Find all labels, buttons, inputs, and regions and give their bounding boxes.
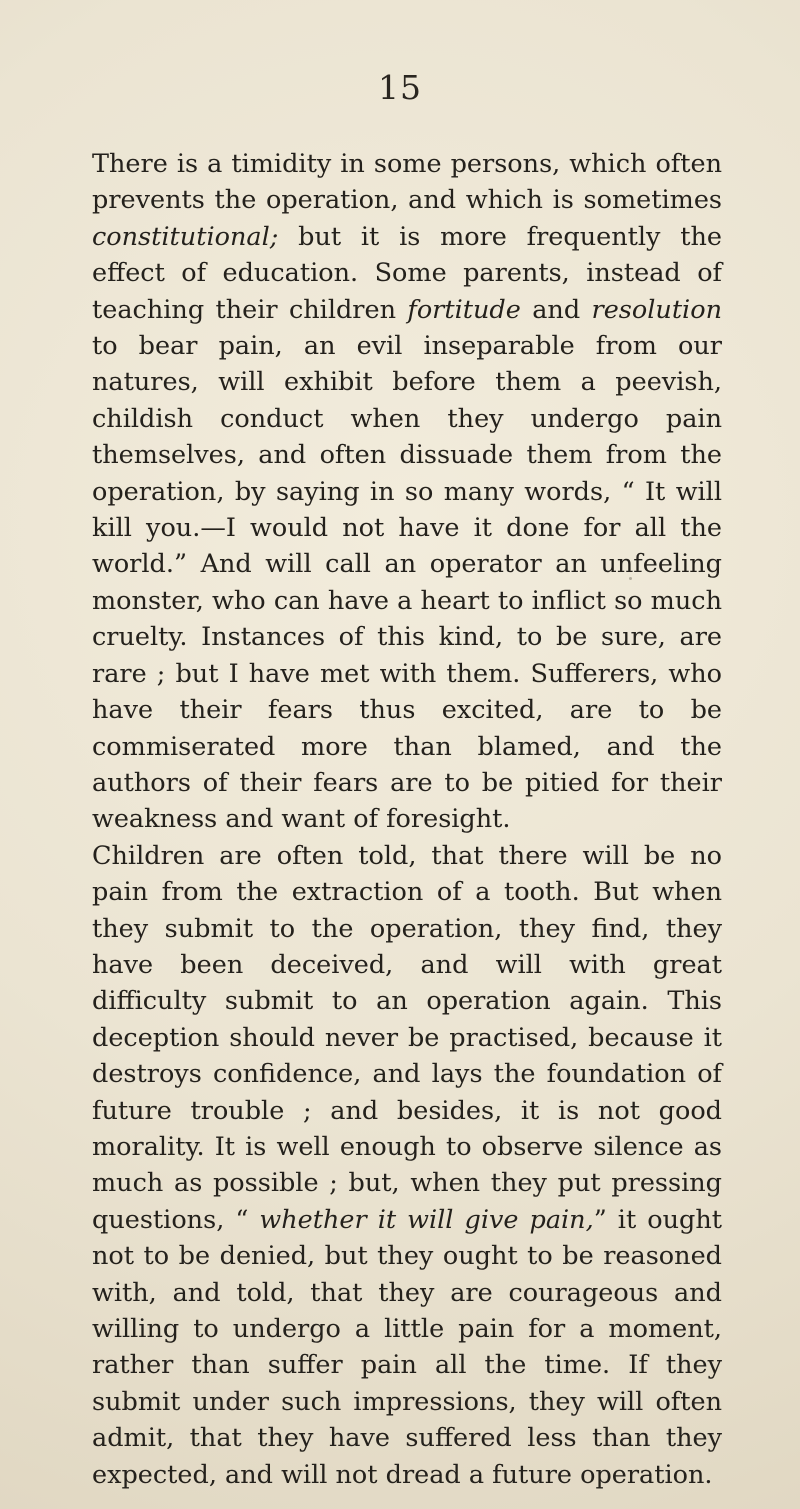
body-text bbox=[92, 146, 722, 1493]
page-number: 15 bbox=[378, 68, 422, 107]
paragraph-1-segment-3: but it is more frequently the effect of education. Some parents, instead of teaching their children bbox=[92, 221, 722, 325]
paragraph-1-italic-1: constitutional; bbox=[92, 221, 279, 252]
paragraph-2-segment-3: ” it ought not to be denied, but they ought to be reasoned with, and told, that they are courageous and willing to undergo a little pain for a moment, rather than suffer pain all the time. If they submit under such impressions, they will often admit, that they have suffered less than they expected, and will not dread a future operation. bbox=[92, 1204, 722, 1490]
paragraph-1-segment-7: to bear pain, an evil inseparable from our natures, will exhibit before them a peevish, childish conduct when they undergo pain themselves, and often dissuade them from the operation, by saying in so many words, “ It will kill you.—I would not have it done for all the world.” And will call an operator an unfeeling monster, who can have a heart to inflict so much cruelty. Instances of this kind, to be sure, are rare ; but I have met with them. Sufferers, who have their fears thus excited, are to be commiserated more than blamed, and the authors of their fears are to be pitied for their weakness and want of foresight. bbox=[92, 331, 722, 835]
paragraph-1-italic-3: resolution bbox=[591, 294, 722, 325]
paragraph-2-italic-1: whether it will give pain, bbox=[259, 1204, 594, 1235]
paragraph-2-segment-1: Children are often told, that there will be no pain from the extraction of a tooth. But when they submit to the operation, they find, they have been deceived, and will with great difficulty submit to an operation again. This deception should never be practised, because it destroys confidence, and lays the foundation of future trouble ; and besides, it is not good morality. It is well enough to observe silence as much as possible ; but, when they put pressing questions, “ bbox=[92, 840, 722, 1235]
paragraph-1-segment-1: There is a timidity in some persons, which often prevents the operation, and which is sometimes bbox=[92, 149, 722, 216]
paragraph-1 bbox=[92, 146, 722, 838]
paragraph-2 bbox=[92, 838, 722, 1493]
paragraph-1-italic-2: fortitude bbox=[407, 294, 521, 325]
paragraph-1-segment-5: and bbox=[520, 294, 592, 325]
paper-speck bbox=[629, 577, 632, 580]
